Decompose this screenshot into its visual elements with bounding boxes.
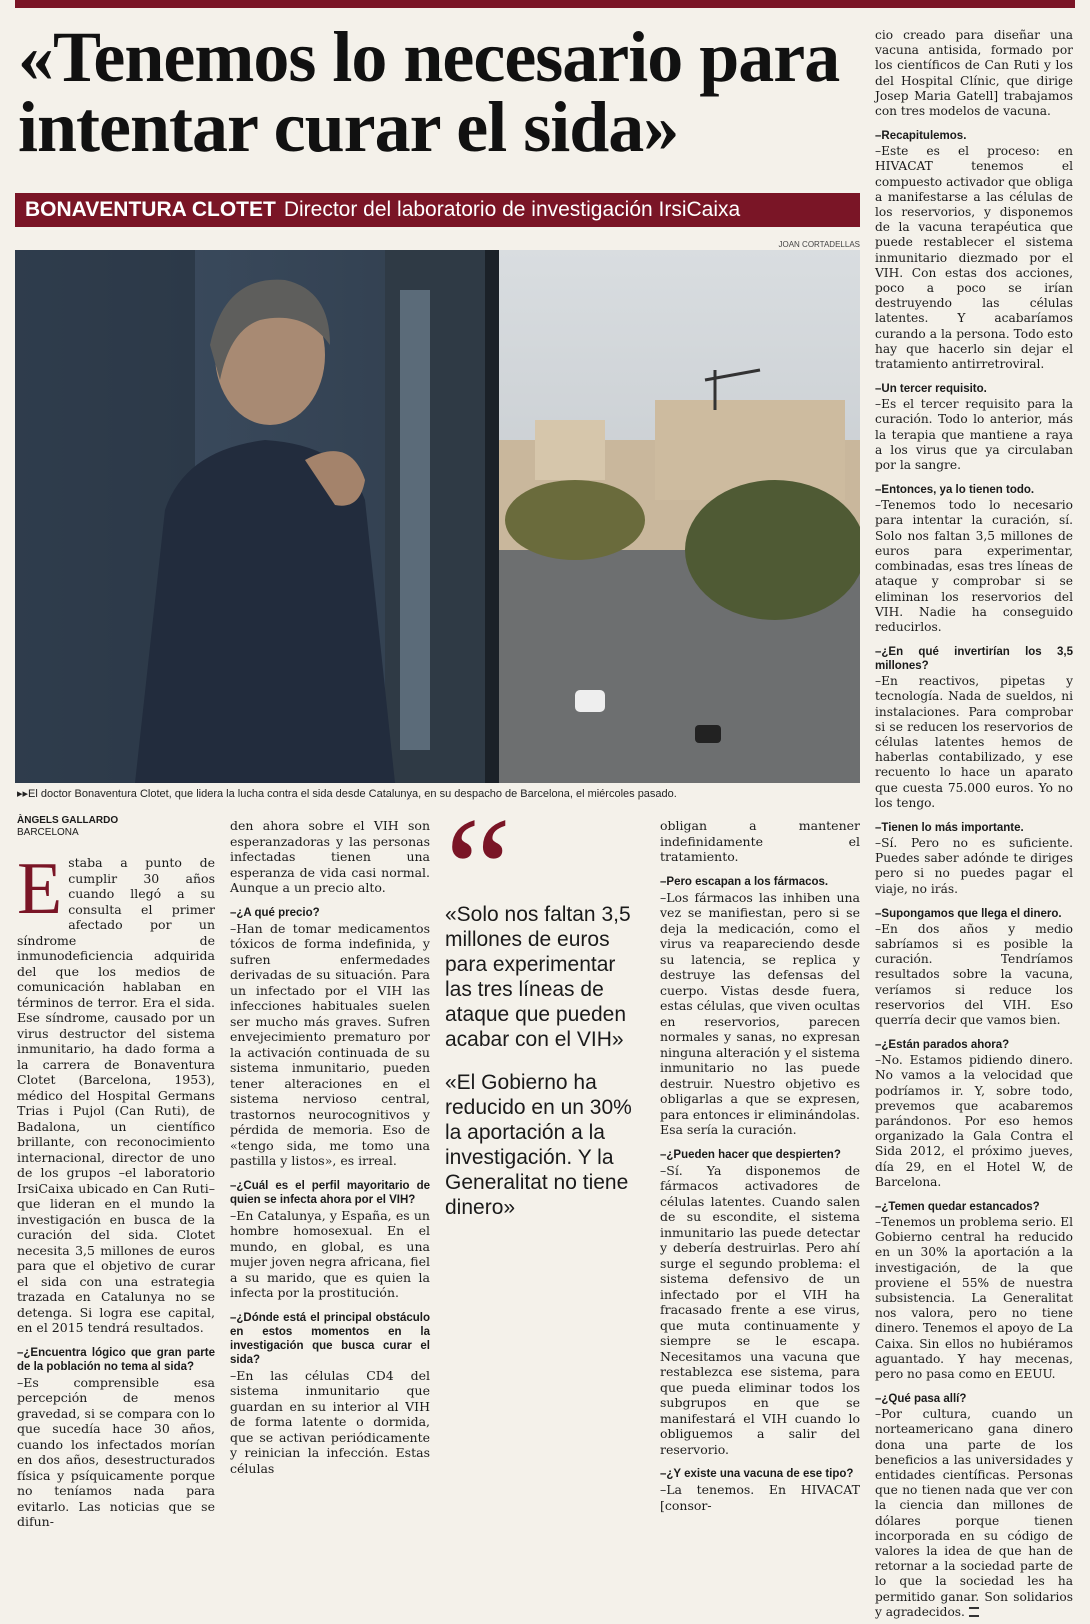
answer: –Los fármacos las inhiben una vez se manifiestan, pero si se deja la medicación, como el virus va reapareciendo desde su latencia, se replica y destruye las defensas del cuerpo. Vistas desde fuera, estas células, que viven ocultas en reservorios, parecen normales y sanas, no expresan ninguna alteración y el sistema inmunitario no las puede destruir. Nuestro objetivo es obligarlas a que se expresen, para entonces ir eliminándolas. Esa sería la curación. — [660, 889, 860, 1137]
byline-role: Director del laboratorio de investigación IrsiCaixa — [283, 198, 741, 221]
question: –Tienen lo más importante. — [875, 821, 1024, 834]
answer: obligan a mantener indefinidamente el tratamiento. — [660, 818, 860, 864]
answer: –Es el tercer requisito para la curación. Todo lo anterior, más la terapia que mantiene a raya a los virus que ya circulaban por la sangre. — [875, 397, 1073, 473]
answer: –En reactivos, pipetas y tecnología. Nada de sueldos, ni instalaciones. Para comprobar si se reducen los reservorios de células latentes hemos de haberlas contabilizado, y ese recuento lo hace un aparato que cuesta 75.000 euros. Yo no los tengo. — [875, 674, 1073, 810]
question: –¿Cuál es el perfil mayoritario de quien se infecta ahora por el VIH? — [230, 1179, 430, 1206]
drop-cap: E — [17, 848, 63, 930]
question: –¿Y existe una vacuna de ese tipo? — [660, 1468, 854, 1480]
answer — [875, 1407, 1073, 1620]
question: –¿A qué precio? — [230, 906, 320, 919]
intro-text: staba a punto de cumplir 30 años cuando llegó a su consulta el primer afectado por un síndrome de inmunodeficiencia adquirida del que los medios de comunicación hablaban en términos de terror. Era el sida. Ese síndrome, causado por un virus destructor del sistema inmunitario, ha dado forma a la carrera de Bonaventura Clotet (Barcelona, 1953), médico del Hospital Germans Trias i Pujol (Can Ruti), de Badalona, un científico brillante, con reconocimiento internacional, director de uno de los grupos –el laboratorio IrsiCaixa ubicado en Can Ruti– que lideran en el mundo la investigación en busca de la curación del sida. Clotet necesita 3,5 millones de euros para que el objetivo de curar el sida con una estrategia trazada en Catalunya no se detenga. Si logra ese capital, en el 2015 tendrá resultados. — [17, 855, 215, 1335]
pullquote-box — [445, 820, 645, 1238]
question: –Un tercer requisito. — [875, 383, 987, 396]
answer: –La tenemos. En HIVACAT [consor- — [660, 1482, 860, 1513]
photo-credit: JOAN CORTADELLAS — [778, 240, 860, 249]
answer: –En dos años y medio sabríamos si es posible la curación. Tendríamos resultados sobre la vacuna, veríamos si reduce los reservorios del VIH. Eso querría decir que vamos bien. — [875, 921, 1073, 1027]
question: –¿Pueden hacer que despierten? — [660, 1148, 841, 1161]
intro-paragraph — [17, 848, 215, 1336]
author-city: BARCELONA — [17, 827, 79, 838]
byline-name: BONAVENTURA CLOTET — [25, 198, 276, 221]
author-block — [17, 815, 215, 839]
photo-illustration — [15, 250, 860, 783]
question: –¿Temen quedar estancados? — [875, 1201, 1040, 1213]
column-2 — [230, 818, 430, 1480]
answer: –Sí. Pero no es suficiente. Puedes saber adónde te diriges pero si no puedes pagar el viaje, no irás. — [875, 835, 1073, 896]
question: –¿Están parados ahora? — [875, 1039, 1010, 1052]
question: –¿Dónde está el principal obstáculo en estos momentos en la investigación que busca curar el sida? — [230, 1311, 430, 1366]
question: –Entonces, ya lo tienen todo. — [875, 484, 1035, 497]
answer: –Tenemos todo lo necesario para intentar la curación, sí. Solo nos faltan 3,5 millones de euros para experimentar, combinadas, esas tres líneas de ataque y comprobar si se eliminan los reservorios del VIH. Nadie ha conseguido reducirlos. — [875, 498, 1073, 634]
question: –¿En qué invertirían los 3,5 millones? — [875, 646, 1073, 673]
answer: –En Catalunya, y España, es un hombre homosexual. En el mundo, en global, es una mujer joven negra africana, fiel a su marido, que es quien la infecta por la prostitución. — [230, 1207, 430, 1300]
headline: «Tenemos lo necesario para intentar curar el sida» — [18, 17, 840, 167]
column-5 — [875, 28, 1073, 1624]
column-1 — [17, 815, 215, 1534]
top-color-bar — [15, 0, 1075, 8]
question: –Recapitulemos. — [875, 130, 967, 143]
answer: –Es comprensible esa percepción de menos gravedad, si se compara con lo que sucedía hace 30 años, cuando los infectados morían en dos años, desestructurados física y psíquicamente porque no teníamos nada para evitarlo. Las noticias que se difun- — [17, 1374, 215, 1529]
author-name: ÀNGELS GALLARDO — [17, 815, 119, 826]
question: –¿Qué pasa allí? — [875, 1393, 967, 1406]
column-4 — [660, 818, 860, 1517]
pullquote-2: «El Gobierno ha reducido en un 30% la aportación a la investigación. Y la Generalitat no tiene dinero» — [445, 1071, 632, 1219]
answer: den ahora sobre el VIH son esperanzadoras y las personas infectadas tienen una esperanza de vida casi normal. Aunque a un precio alto. — [230, 818, 430, 895]
answer: cio creado para diseñar una vacuna antisida, formado por los científicos de Can Ruti y los del Hospital Clínic, que dirige Josep Maria Gatell] trabajamos con tres modelos de vacuna. — [875, 28, 1073, 119]
portrait-photo — [15, 250, 860, 783]
photo-caption: ▸▸El doctor Bonaventura Clotet, que lidera la lucha contra el sida desde Catalunya, en su despacho de Barcelona, el miércoles pasado. — [17, 788, 677, 800]
answer-text: –Por cultura, cuando un norteamericano gana dinero dona una parte de los beneficios a las universidades y entidades científicas. Personas que no tienen nada que ver con la ciencia dan millones de dólares porque tienen incorporada en su código de valores la idea de que han de retornar a la sociedad parte de lo que la sociedad les ha permitido ganar. Son solidarios y agradecidos. — [875, 1407, 1073, 1619]
answer: –Tenemos un problema serio. El Gobierno central ha reducido en un 30% la aportación a la investigación, de la que proviene el 55% de nuestra subsistencia. La Generalitat nos valora, pero no tiene dinero. Tenemos el apoyo de La Caixa. Sin ellos no hubiéramos aguantado. Y hay mecenas, pero no pasa como en EEUU. — [875, 1215, 1073, 1382]
question: –Pero escapan a los fármacos. — [660, 875, 829, 888]
answer: –En las células CD4 del sistema inmunitario que guardan en su interior al VIH de forma latente o dormida, que se activan periódicamente y reinician la infección. Estas células — [230, 1367, 430, 1476]
byline-bar — [15, 193, 860, 227]
question: –¿Encuentra lógico que gran parte de la población no tema al sida? — [17, 1346, 215, 1373]
question: –Supongamos que llega el dinero. — [875, 907, 1062, 920]
answer: –No. Estamos pidiendo dinero. No vamos a la velocidad que podríamos ir. Y, sobre todo, prevemos que acabaremos parándonos. Por eso hemos organizado la Gala Contra el Sida 2012, el próximo jueves, día 29, en el Hotel W, de Barcelona. — [875, 1053, 1073, 1189]
pullquote-1: «Solo nos faltan 3,5 millones de euros para experimentar las tres líneas de ataque que pueden acabar con el VIH» — [445, 903, 631, 1051]
end-mark-icon — [969, 1607, 979, 1617]
quote-mark-icon — [445, 820, 645, 902]
answer: –Sí. Ya disponemos de fármacos activadores de células latentes. Cuando salen de su escondite, el sistema inmunitario las puede detectar y debería destruirlas. Pero ahí surge el segundo problema: el sistema defensivo de un infectado por el VIH ha fracasado frente a ese virus, que muta continuamente y siempre se le escapa. Necesitamos una vacuna que restablezca ese sistema, para que pueda eliminar todos los subgrupos en que se manifestará el VIH cuando lo obliguemos a salir del reservorio. — [660, 1162, 860, 1457]
answer: –Este es el proceso: en HIVACAT tenemos el compuesto activador que obliga a manifestarse a las células de los reservorios, y disponemos de la vacuna terapéutica que puede restablecer el sistema inmunitario diezmado por el VIH. Con estas dos acciones, poco a poco se irían destruyendo las células latentes. Y acabaríamos curando a la persona. Todo esto hay que hacerlo sin dejar el tratamiento antirretroviral. — [875, 144, 1073, 372]
answer: –Han de tomar medicamentos tóxicos de forma indefinida, y sufren enfermedades derivadas de su situación. Para un infectado por el VIH las infecciones habituales suelen ser mucho más graves. Sufren envejecimiento prematuro por la activación continuada de su sistema inmunitario, pueden tener alteraciones en el sistema nervioso central, trastornos neurocognitivos y pérdida de memoria. Eso de «tengo sida, me tomo una pastilla y listos», es irreal. — [230, 920, 430, 1168]
